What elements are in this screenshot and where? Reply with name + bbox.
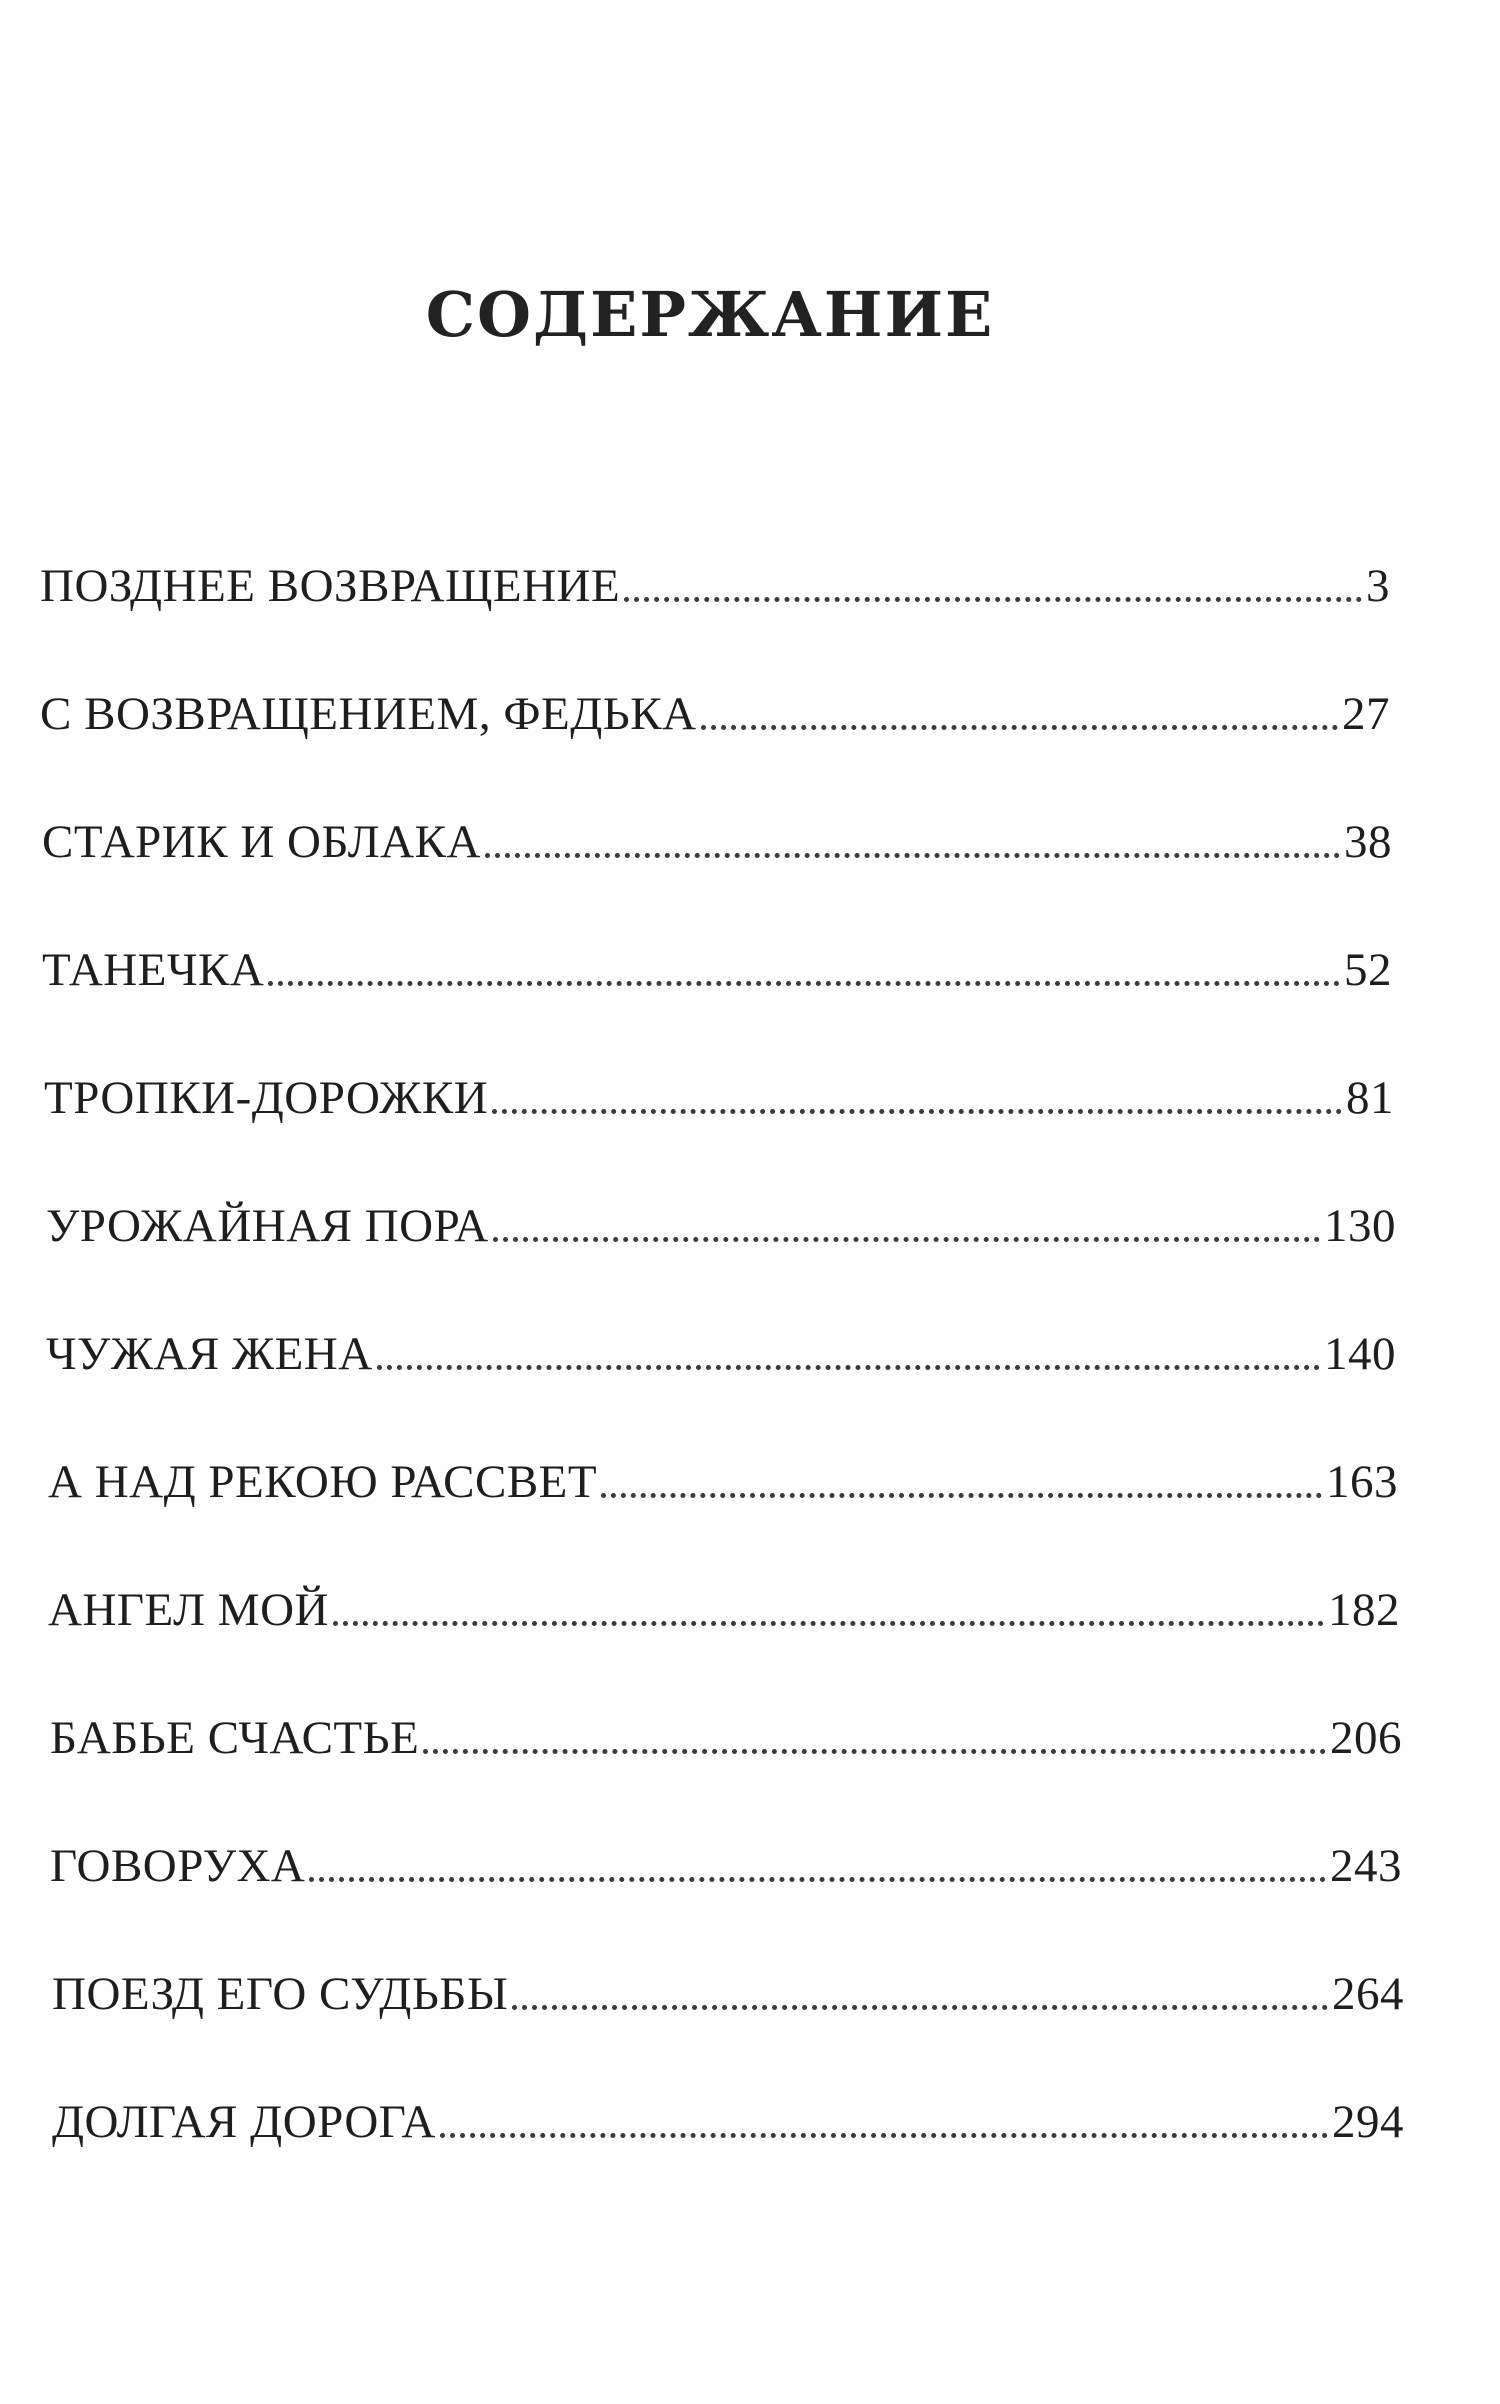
toc-entry-page: 3 — [1366, 560, 1390, 612]
dot-leader — [701, 725, 1338, 730]
dot-leader — [493, 1237, 1320, 1242]
toc-entry-page: 243 — [1330, 1840, 1402, 1892]
toc-entry-page: 264 — [1332, 1968, 1404, 2020]
dot-leader — [624, 597, 1362, 602]
dot-leader — [268, 981, 1340, 986]
toc-entry[interactable] — [48, 1436, 1398, 1506]
toc-entry[interactable] — [40, 540, 1390, 610]
toc-entry[interactable] — [46, 1180, 1396, 1250]
dot-leader — [485, 853, 1340, 858]
toc-entry-page: 182 — [1328, 1584, 1400, 1636]
toc-entry[interactable] — [52, 1948, 1404, 2018]
toc-entry[interactable] — [52, 2076, 1404, 2146]
toc-entry-title: БАБЬЕ СЧАСТЬЕ — [50, 1712, 420, 1764]
toc-entry-page: 206 — [1330, 1712, 1402, 1764]
toc-entry-title: ГОВОРУХА — [50, 1840, 306, 1892]
toc-entry-page: 38 — [1344, 816, 1392, 868]
dot-leader — [333, 1621, 1324, 1626]
toc-entry[interactable] — [50, 1820, 1402, 1890]
contents-heading: СОДЕРЖАНИЕ — [425, 278, 995, 351]
toc-entry-page: 163 — [1326, 1456, 1398, 1508]
toc-entry-title: С ВОЗВРАЩЕНИЕМ, ФЕДЬКА — [40, 688, 697, 740]
dot-leader — [440, 2133, 1328, 2138]
toc-entry[interactable] — [44, 1052, 1394, 1122]
toc-entry-title: ТАНЕЧКА — [42, 944, 265, 996]
dot-leader — [492, 1109, 1342, 1114]
toc-entry-page: 52 — [1344, 944, 1392, 996]
toc-entry-title: ЧУЖАЯ ЖЕНА — [46, 1328, 373, 1380]
toc-entry[interactable] — [50, 1692, 1402, 1762]
toc-entry-title: А НАД РЕКОЮ РАССВЕТ — [48, 1456, 598, 1508]
toc-entry[interactable] — [42, 924, 1392, 994]
toc-entry-page: 81 — [1346, 1072, 1394, 1124]
dot-leader — [601, 1493, 1322, 1498]
dot-leader — [423, 1749, 1326, 1754]
toc-entry-title: ПОЗДНЕЕ ВОЗВРАЩЕНИЕ — [40, 560, 621, 612]
toc-entry[interactable] — [46, 1308, 1396, 1378]
toc-entry-page: 27 — [1342, 688, 1390, 740]
toc-entry-title: ТРОПКИ-ДОРОЖКИ — [44, 1072, 489, 1124]
toc-entry-title: ПОЕЗД ЕГО СУДЬБЫ — [52, 1968, 509, 2020]
toc-entry[interactable] — [48, 1564, 1400, 1634]
toc-entry-title: АНГЕЛ МОЙ — [48, 1584, 329, 1636]
toc-entry-title: СТАРИК И ОБЛАКА — [42, 816, 481, 868]
toc-entry[interactable] — [40, 668, 1390, 738]
toc-entry-page: 130 — [1324, 1200, 1396, 1252]
toc-entry-title: ДОЛГАЯ ДОРОГА — [52, 2096, 436, 2148]
toc-entry-page: 294 — [1332, 2096, 1404, 2148]
toc-entry-page: 140 — [1324, 1328, 1396, 1380]
toc-entry[interactable] — [42, 796, 1392, 866]
dot-leader — [377, 1365, 1320, 1370]
dot-leader — [512, 2005, 1328, 2010]
dot-leader — [309, 1877, 1326, 1882]
toc-entry-title: УРОЖАЙНАЯ ПОРА — [46, 1200, 489, 1252]
